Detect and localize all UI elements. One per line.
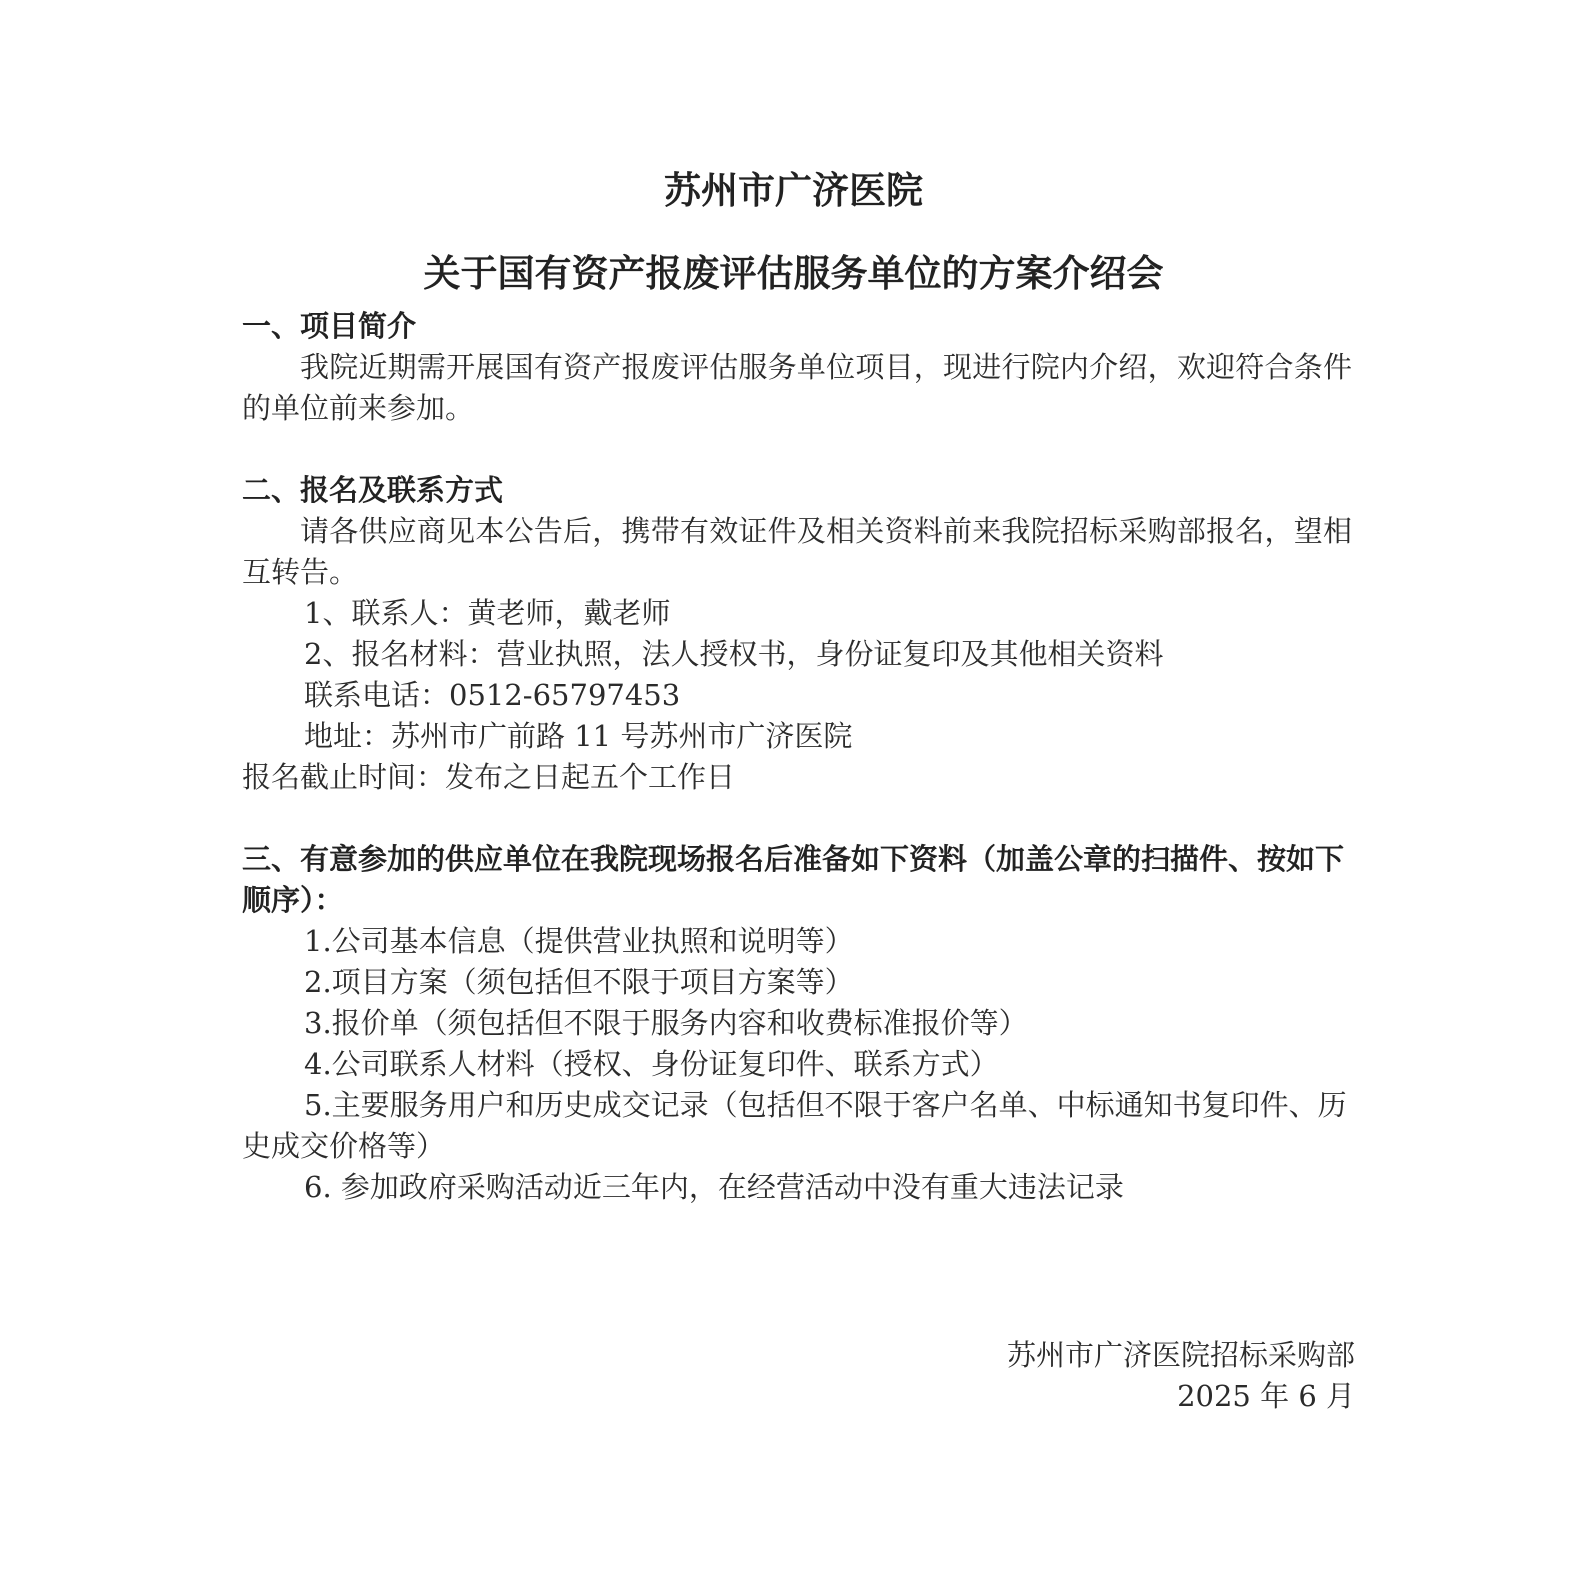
contact-address: 地址：苏州市广前路 11 号苏州市广济医院: [304, 719, 853, 753]
list-item: 2.项目方案（须包括但不限于项目方案等）: [304, 965, 854, 999]
list-item: 6. 参加政府采购活动近三年内，在经营活动中没有重大违法记录: [304, 1170, 1124, 1204]
section-paragraph-project-intro: 我院近期需开展国有资产报废评估服务单位项目，现进行院内介绍，欢迎符合条件的单位前来参加。: [242, 350, 1352, 425]
section-heading-required-documents: 三、有意参加的供应单位在我院现场报名后准备如下资料（加盖公章的扫描件、按如下顺序）：: [242, 842, 1345, 917]
registration-materials: 2、报名材料：营业执照，法人授权书，身份证复印及其他相关资料: [304, 637, 1164, 671]
contact-phone: 联系电话：0512-65797453: [304, 678, 681, 712]
spacer: [242, 798, 1352, 839]
list-item: 5.主要服务用户和历史成交记录（包括但不限于客户名单、中标通知书复印件、历史成交价格等）: [242, 1088, 1347, 1163]
list-item: 3.报价单（须包括但不限于服务内容和收费标准报价等）: [304, 1006, 1028, 1040]
spacer: [242, 429, 1352, 470]
issue-date: 2025 年 6 月: [1177, 1379, 1355, 1413]
list-item: 1.公司基本信息（提供营业执照和说明等）: [304, 924, 854, 958]
list-item: 4.公司联系人材料（授权、身份证复印件、联系方式）: [304, 1047, 999, 1081]
section-heading-project-intro: 一、项目简介: [242, 309, 417, 343]
document-title-hospital: 苏州市广济医院: [664, 169, 923, 212]
contact-person: 1、联系人：黄老师，戴老师: [304, 596, 671, 630]
document-title-subject: 关于国有资产报废评估服务单位的方案介绍会: [423, 252, 1164, 295]
issuing-department: 苏州市广济医院招标采购部: [1006, 1338, 1355, 1372]
section-heading-registration: 二、报名及联系方式: [242, 473, 504, 507]
registration-deadline: 报名截止时间：发布之日起五个工作日: [242, 760, 736, 794]
signature-block: [1007, 1335, 1355, 1417]
document-body: [242, 306, 1352, 1208]
section-paragraph-registration: 请各供应商见本公告后，携带有效证件及相关资料前来我院招标采购部报名，望相互转告。: [242, 514, 1352, 589]
